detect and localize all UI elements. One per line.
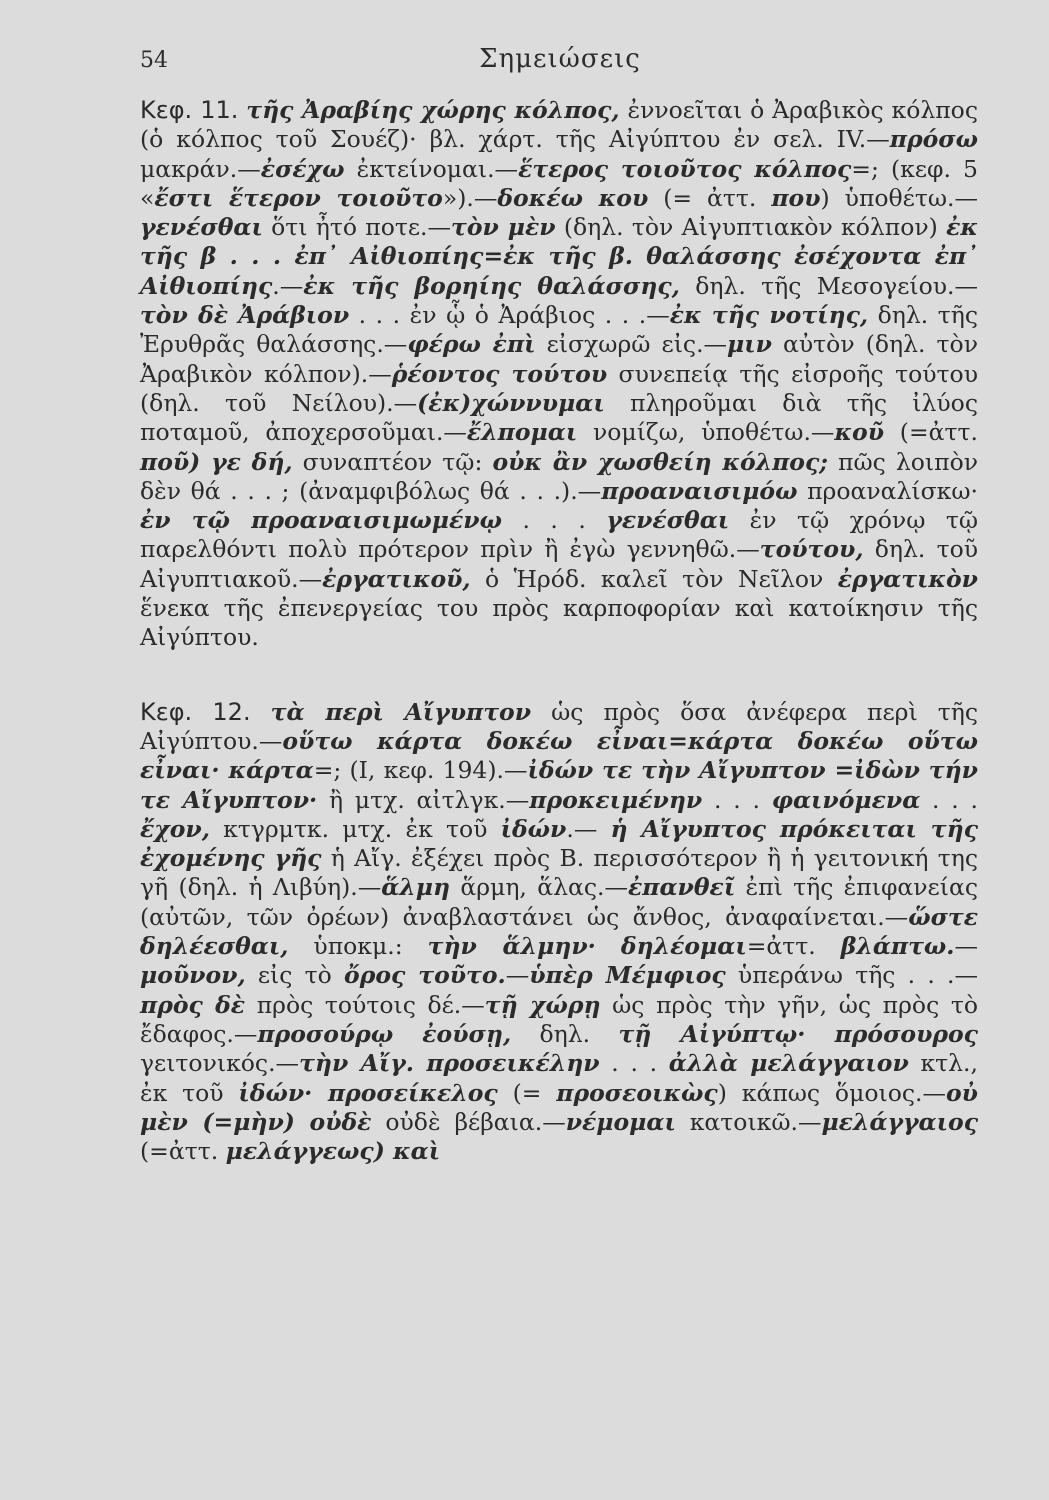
lemma-term: μοῦνον, (140, 961, 246, 990)
gloss-text: — (505, 961, 530, 990)
chapter-heading: Κεφ. 12. (140, 697, 251, 726)
lemma-term: φέρω ἐπὶ (407, 330, 536, 359)
gloss-text: προαναλίσκω· (797, 476, 979, 505)
lemma-term: ὄρος τοῦτο. (344, 961, 506, 990)
gloss-text: ὑποκμ.: (288, 932, 428, 961)
lemma-term: ἐργατικοῦ, (322, 564, 471, 593)
lemma-term: δηλέομαι (620, 932, 747, 961)
lemma-term: νέμομαι (565, 1107, 676, 1136)
lemma-term: φαινόμενα (771, 785, 921, 814)
lemma-term: ῥέοντος τούτου (391, 359, 608, 388)
gloss-text: . . . (920, 785, 978, 814)
lemma-term: τὸν δὲ Ἀράβιον (140, 301, 350, 330)
lemma-term: μελάγγαιος (821, 1107, 978, 1136)
gloss-text: ἐν τῷ χρόνῳ τῷ παρελθόντι πολὺ πρότερον πρὶν ἢ ἐγὼ γεννηθῶ.— (140, 506, 978, 564)
lemma-term: ὑπὲρ Μέμφιος (529, 961, 726, 990)
gloss-text: — (954, 932, 978, 961)
lemma-term: τῆς Ἀραβίης χώρης κόλπος, (246, 96, 620, 124)
lemma-term: τὸν μὲν (451, 213, 556, 242)
gloss-text: ὑπεράνω τῆς . . .— (725, 961, 979, 990)
note-chapter-11 (140, 96, 978, 653)
lemma-term: ἐν τῷ προαναισιμωμένῳ (140, 506, 502, 535)
notes-body (140, 96, 978, 1166)
lemma-term: ἰδών (500, 814, 567, 843)
gloss-text: . . . (599, 1049, 669, 1078)
page-number: 54 (140, 48, 168, 73)
lemma-term: τὴν ἅλμην· (427, 932, 596, 961)
lemma-term: προκειμένην (529, 785, 703, 814)
gloss-text: οὐδὲ βέβαια.— (371, 1107, 566, 1136)
gloss-text: δηλ. τῆς Ἐρυθρᾶς θαλάσσης.— (140, 301, 978, 359)
gloss-text: συνεπείᾳ τῆς εἰσροῆς τούτου (δηλ. τοῦ Νείλου).— (140, 359, 978, 417)
lemma-term: γενέσθαι (140, 213, 263, 242)
gloss-text: πῶς λοιπὸν δὲν θά . . . ; (ἀναμφιβόλως θά . . .).— (140, 447, 979, 505)
gloss-text (251, 698, 271, 726)
lemma-term: προσεοικὼς (556, 1078, 718, 1107)
lemma-term: κοῦ (834, 418, 885, 447)
gloss-text: .— (566, 814, 611, 843)
gloss-text: ὅτι ἦτό ποτε.— (262, 213, 452, 242)
lemma-term: ἕτερος τοιοῦτος κόλπος (518, 154, 852, 183)
lemma-term: τῇ Αἰγύπτῳ· πρόσουρος (618, 1019, 978, 1048)
note-text (140, 698, 978, 1165)
gloss-text: . . . ἐν ᾧ ὁ Ἀράβιος . . .— (349, 301, 670, 330)
lemma-term: γενέσθαι (606, 506, 730, 535)
lemma-term: ἔλπομαι (466, 418, 578, 447)
lemma-term: ἡ Αἴγυπτος πρόκειται τῆς ἐχομένης γῆς (140, 814, 979, 873)
lemma-term: προσούρῳ ἐούσῃ, (257, 1019, 512, 1048)
gloss-text: . . . (702, 785, 772, 814)
lemma-term: πρόσω (889, 125, 978, 154)
gloss-text: δηλ. (511, 1019, 619, 1048)
gloss-text: ὁ Ἡρόδ. καλεῖ τὸν Νεῖλον (470, 564, 838, 593)
gloss-text: δηλ. τοῦ Αἰγυπτιακοῦ.— (140, 535, 979, 593)
page-header (140, 44, 980, 84)
lemma-term: τούτου, (759, 535, 864, 564)
gloss-text: κατοικῶ.— (675, 1107, 822, 1136)
lemma-term: μιν (727, 330, 772, 359)
gloss-text: (= (497, 1078, 557, 1107)
lemma-term: βλάπτω. (840, 932, 955, 961)
note-chapter-12 (140, 698, 978, 1167)
gloss-text: δηλ. τῆς Μεσογείου.— (679, 271, 978, 300)
gloss-text: =ἀττ. (746, 932, 841, 961)
gloss-text: ἐπὶ τῆς ἐπιφανείας (αὐτῶν, τῶν ὀρέων) ἀναβλαστάνει ὡς ἄνθος, ἀναφαίνεται.— (140, 873, 978, 931)
gloss-text: πληροῦμαι διὰ τῆς ἰλύος ποταμοῦ, ἀποχερσοῦμαι.— (140, 388, 978, 447)
gloss-text: ) ὑποθέτω.— (820, 183, 978, 212)
gloss-text: (=ἀττ. (140, 1137, 226, 1166)
gloss-text: αὐτὸν (δηλ. τὸν Ἀραβικὸν κόλπον).— (140, 330, 978, 388)
note-text (140, 96, 978, 651)
lemma-term: τὴν Αἴγ. προσεικέλην (299, 1049, 600, 1078)
gloss-text: εἰς τὸ (245, 961, 345, 990)
gloss-text: ἅρμη, ἅλας.— (450, 873, 628, 902)
lemma-term: οὐ μὲν (=μὴν) οὐδὲ (140, 1078, 978, 1136)
gloss-text: μακράν.— (140, 154, 261, 183)
gloss-text (596, 932, 621, 960)
lemma-term: ἔχον, (140, 814, 210, 843)
gloss-text: πρὸς τούτοις δέ.— (245, 990, 485, 1019)
lemma-term: ἐκ τῆς νοτίης, (669, 301, 869, 330)
gloss-text: κτγρμτκ. μτχ. ἐκ τοῦ (209, 814, 501, 843)
gloss-text: =; (I, κεφ. 194).— (313, 756, 528, 785)
gloss-text: (=ἀττ. (884, 418, 978, 447)
lemma-term: οὐκ ἂν χωσθείη κόλπος; (492, 447, 828, 476)
gloss-text: ἐννοεῖται ὁ Ἀραβικὸς κόλπος (ὁ κόλπος τοῦ Σουέζ)· βλ. χάρτ. τῆς Αἰγύπτου ἐν σελ. IV.— (140, 96, 978, 154)
gloss-text: (δηλ. τὸν Αἰγυπτιακὸν κόλπον) (555, 213, 947, 242)
gloss-text: .— (272, 271, 304, 300)
lemma-term: ὥστε δηλέεσθαι, (140, 902, 978, 961)
lemma-term: ἀλλὰ μελάγγαιον (668, 1049, 909, 1078)
lemma-term: δοκέω κου (497, 183, 649, 212)
gloss-text: =; (κεφ. 5 « (140, 154, 978, 212)
gloss-text: . . . (501, 506, 607, 535)
lemma-term: ἐκ τῆς β . . . ἐπ᾿ Αἰθιοπίης=ἐκ τῆς β. θαλάσσης ἐσέχοντα ἐπ᾿ Αἰθιοπίης (140, 213, 978, 300)
gloss-text: γειτονικός.— (140, 1049, 300, 1078)
gloss-text: ) κάπως ὅμοιος.— (717, 1078, 946, 1107)
lemma-term: τῇ χώρῃ (484, 990, 601, 1019)
lemma-term: προαναισιμόω (601, 476, 798, 505)
lemma-term: πρὸς δὲ (140, 990, 246, 1019)
lemma-term: ἐπανθεῖ (627, 873, 736, 902)
lemma-term: ἰδών τε τὴν Αἴγυπτον =ἰδὼν τήν τε Αἴγυπτον· (140, 756, 978, 814)
gloss-text: ἕνεκα τῆς ἐπενεργείας του πρὸς καρποφορίαν καὶ κατοίκησιν τῆς Αἰγύπτου. (140, 594, 978, 652)
gloss-text: (= ἀττ. (648, 183, 772, 212)
lemma-term: ἐκ τῆς βορηίης θαλάσσης, (303, 271, 680, 300)
lemma-term: ἔστι ἕτερον τοιοῦτο (154, 183, 443, 212)
lemma-term: τὰ περὶ Αἴγυπτον (270, 697, 532, 726)
gloss-text: συναπτέον τῷ: (292, 447, 493, 476)
lemma-term: ἐργατικὸν (837, 564, 978, 593)
gloss-text: ὡς πρὸς τὴν γῆν, ὡς πρὸς τὸ ἔδαφος.— (140, 990, 978, 1048)
chapter-heading: Κεφ. 11. (140, 96, 239, 124)
gloss-text: ἢ μτχ. αἰτλγκ.— (317, 785, 530, 814)
lemma-term: ἰδών· προσείκελος (238, 1078, 498, 1107)
gloss-text: εἰσχωρῶ εἰς.— (535, 330, 728, 359)
gloss-text: ἡ Αἴγ. ἐξέχει πρὸς Β. περισσότερον ἢ ἡ γειτονική της γῆ (δηλ. ἡ Λιβύη).— (140, 844, 978, 902)
lemma-term: οὕτω κάρτα δοκέω εἶναι=κάρτα δοκέω οὕτω εἶναι· κάρτα (140, 726, 978, 785)
lemma-term: που (771, 183, 821, 212)
gloss-text: ἐκτείνομαι.— (344, 154, 519, 183)
gloss-text: »).— (442, 183, 498, 212)
running-title: Σημειώσεις (479, 44, 641, 74)
lemma-term: ποῦ) γε δή, (140, 447, 293, 476)
lemma-term: (ἐκ)χώννυμαι (417, 388, 605, 417)
gloss-text: νομίζω, ὑποθέτω.— (577, 418, 835, 447)
gloss-text: κτλ., ἐκ τοῦ (140, 1049, 978, 1107)
lemma-term: ἐσέχω (260, 154, 345, 183)
lemma-term: ἅλμη (381, 873, 451, 902)
gloss-text: ὡς πρὸς ὅσα ἀνέφερα περὶ τῆς Αἰγύπτου.— (140, 697, 978, 755)
lemma-term: μελάγγεως) καὶ (225, 1137, 441, 1166)
